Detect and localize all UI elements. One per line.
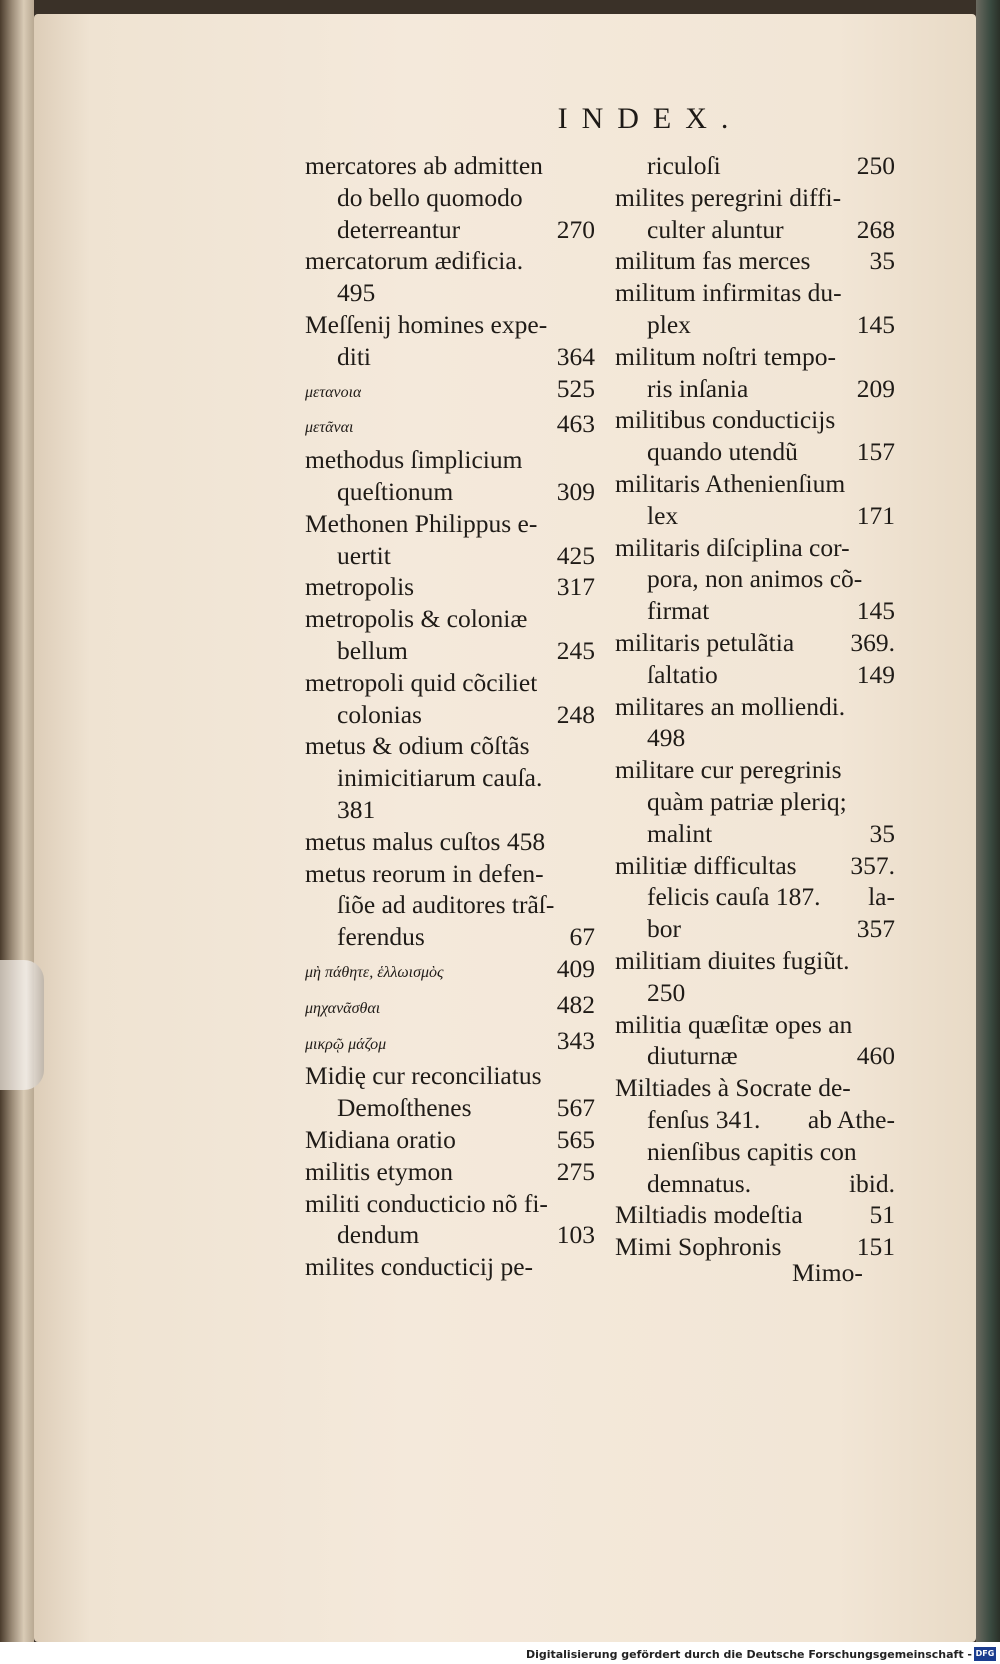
- entry-text: queſtionum: [337, 476, 454, 506]
- entry-text: militibus conducticijs: [615, 405, 836, 435]
- entry-text: Midię cur reconciliatus: [305, 1061, 542, 1091]
- entry-page-number: 103: [556, 1220, 595, 1250]
- entry-text: Miltiadis modeſtia: [615, 1200, 803, 1230]
- entry-text: quàm patriæ pleriq;: [647, 786, 847, 816]
- index-entry: [615, 754, 895, 786]
- footer-bar: [0, 1642, 1000, 1664]
- index-entry: [305, 1060, 595, 1092]
- entry-text: Miltiades à Socrate de-: [615, 1073, 851, 1103]
- entry-text: diuturnæ: [647, 1041, 738, 1071]
- index-entry: [615, 1040, 895, 1072]
- entry-page-number: 425: [556, 540, 595, 570]
- entry-page-number: la-: [868, 882, 895, 912]
- entry-text: μικρῷ μάζομ: [305, 1035, 387, 1053]
- entry-text: bellum: [337, 635, 408, 665]
- entry-text: Meſſenij homines expe-: [305, 309, 548, 339]
- index-entry: [615, 881, 895, 913]
- entry-text: fenſus 341.: [647, 1104, 761, 1134]
- entry-page-number: 369.: [850, 627, 895, 657]
- index-entry: [615, 818, 895, 850]
- entry-text: colonias: [337, 699, 422, 729]
- index-entry: [305, 245, 595, 277]
- index-entry: [305, 603, 595, 635]
- entry-text: metropolis & coloniæ: [305, 604, 528, 634]
- entry-text: deterreantur: [337, 214, 461, 244]
- index-entry: [305, 277, 595, 309]
- entry-page-number: 460: [856, 1041, 895, 1071]
- entry-text: μὴ πάθητε, ἑλλωισμὸς: [305, 963, 444, 981]
- entry-text: 498: [647, 723, 686, 753]
- index-entry: [305, 1219, 595, 1251]
- entry-text: milites peregrini diffi-: [615, 182, 842, 212]
- index-entry: [305, 635, 595, 667]
- entry-text: metus malus cuſtos 458: [305, 826, 546, 856]
- index-entry: [305, 508, 595, 540]
- entry-text: militiam diuites fugiũt.: [615, 945, 850, 975]
- index-entry: [615, 214, 895, 246]
- index-entry: [615, 532, 895, 564]
- index-entry: [305, 826, 595, 858]
- entry-text: 381: [337, 794, 376, 824]
- entry-text: 250: [647, 977, 686, 1007]
- dfg-logo-icon: DFG: [974, 1647, 996, 1661]
- entry-page-number: 250: [856, 151, 895, 180]
- index-entry: [615, 977, 895, 1009]
- index-entry: [305, 858, 595, 890]
- entry-page-number: 525: [556, 373, 595, 403]
- index-entry: [305, 408, 595, 444]
- entry-text: militum infirmitas du-: [615, 278, 842, 308]
- index-entry: [305, 953, 595, 989]
- index-entry: [615, 945, 895, 977]
- entry-text: pora, non animos cõ-: [647, 564, 863, 594]
- entry-text: lex: [647, 500, 679, 530]
- index-entry: [305, 762, 595, 794]
- entry-text: militum fas merces: [615, 246, 811, 276]
- index-entry: [305, 699, 595, 731]
- entry-page-number: 35: [869, 818, 895, 848]
- entry-page-number: 171: [856, 500, 895, 530]
- entry-text: mercatores ab admitten: [305, 151, 543, 180]
- entry-text: ferendus: [337, 922, 425, 952]
- entry-text: Midiana oratio: [305, 1124, 456, 1154]
- index-entry: [615, 500, 895, 532]
- index-entry: [305, 1124, 595, 1156]
- entry-page-number: 309: [556, 476, 595, 506]
- entry-page-number: 145: [856, 596, 895, 626]
- entry-text: μηχανᾶσθαι: [305, 999, 381, 1017]
- entry-page-number: 364: [556, 341, 595, 371]
- entry-page-number: 409: [556, 953, 595, 983]
- entry-text: μετανοια: [305, 383, 362, 401]
- entry-page-number: 149: [856, 659, 895, 689]
- book-edge-left: [0, 0, 34, 1664]
- entry-text: do bello quomodo: [337, 182, 523, 212]
- index-column-left: [305, 150, 595, 1283]
- entry-text: μετᾶναι: [305, 419, 354, 437]
- index-entry: [305, 150, 595, 182]
- entry-page-number: ab Athe-: [807, 1104, 895, 1134]
- entry-page-number: 275: [556, 1156, 595, 1186]
- index-entry: [615, 627, 895, 659]
- index-entry: [305, 730, 595, 762]
- index-entry: [305, 1025, 595, 1061]
- index-entry: [305, 1251, 595, 1283]
- index-entry: [305, 214, 595, 246]
- entry-text: militia quæſitæ opes an: [615, 1009, 853, 1039]
- index-entry: [305, 921, 595, 953]
- entry-page-number: 567: [556, 1093, 595, 1123]
- entry-page-number: 245: [556, 635, 595, 665]
- entry-text: ris inſania: [647, 373, 749, 403]
- index-entry: [305, 989, 595, 1025]
- entry-page-number: 145: [856, 309, 895, 339]
- entry-text: metropoli quid cõciliet: [305, 667, 538, 697]
- index-entry: [615, 1168, 895, 1200]
- entry-text: bor: [647, 914, 681, 944]
- entry-text: demnatus.: [647, 1168, 752, 1198]
- index-entry: [615, 245, 895, 277]
- entry-page-number: 67: [569, 922, 595, 952]
- entry-page-number: 151: [856, 1232, 895, 1262]
- index-entry: [305, 444, 595, 476]
- entry-text: quando utendũ: [647, 437, 798, 467]
- index-entry: [615, 1136, 895, 1168]
- entry-text: dendum: [337, 1220, 420, 1250]
- book-edge-right: [976, 0, 1000, 1664]
- entry-text: uertit: [337, 540, 391, 570]
- entry-text: militum noſtri tempo-: [615, 341, 836, 371]
- entry-text: militares an molliendi.: [615, 691, 846, 721]
- index-entry: [615, 659, 895, 691]
- index-entry: [615, 850, 895, 882]
- index-entry: [615, 341, 895, 373]
- entry-text: firmat: [647, 596, 710, 626]
- entry-text: Methonen Philippus e-: [305, 508, 538, 538]
- index-entry: [305, 794, 595, 826]
- entry-text: metropolis: [305, 572, 415, 602]
- entry-text: Mimi Sophronis: [615, 1232, 782, 1262]
- index-entry: [615, 563, 895, 595]
- index-entry: [615, 436, 895, 468]
- entry-text: mercatorum ædificia.: [305, 246, 524, 276]
- index-entry: [615, 1104, 895, 1136]
- entry-text: Demoſthenes: [337, 1093, 472, 1123]
- index-entry: [305, 667, 595, 699]
- entry-page-number: 157: [856, 437, 895, 467]
- running-head: INDEX.: [557, 102, 743, 135]
- entry-text: methodus ſimplicium: [305, 445, 523, 475]
- entry-page-number: 317: [556, 572, 595, 602]
- catchword: Mimo-: [792, 1258, 863, 1287]
- index-entry: [615, 404, 895, 436]
- index-entry: [305, 1156, 595, 1188]
- index-entry: [305, 182, 595, 214]
- index-entry: [305, 571, 595, 603]
- entry-text: ſaltatio: [647, 659, 718, 689]
- index-column-right: [615, 150, 895, 1263]
- entry-text: militaris petulãtia: [615, 627, 795, 657]
- entry-page-number: ibid.: [848, 1168, 895, 1198]
- entry-text: militaris diſciplina cor-: [615, 532, 850, 562]
- index-entry: [615, 1199, 895, 1231]
- entry-text: metus reorum in defen-: [305, 858, 544, 888]
- entry-text: militiæ difficultas: [615, 850, 797, 880]
- index-entry: [305, 540, 595, 572]
- entry-page-number: 209: [856, 373, 895, 403]
- entry-page-number: 51: [869, 1200, 895, 1230]
- index-entry: [305, 476, 595, 508]
- entry-text: militis etymon: [305, 1156, 454, 1186]
- entry-text: 495: [337, 278, 376, 308]
- entry-page-number: 565: [556, 1124, 595, 1154]
- entry-page-number: 270: [556, 214, 595, 244]
- index-entry: [615, 277, 895, 309]
- index-entry: [615, 468, 895, 500]
- index-entry: [305, 373, 595, 409]
- index-entry: [615, 373, 895, 405]
- index-entry: [305, 309, 595, 341]
- entry-page-number: 268: [856, 214, 895, 244]
- entry-text: milites conducticij pe-: [305, 1252, 534, 1282]
- entry-text: militi conducticio nõ fi-: [305, 1188, 548, 1218]
- entry-text: culter aluntur: [647, 214, 784, 244]
- entry-text: felicis cauſa 187.: [647, 882, 821, 912]
- index-entry: [615, 1072, 895, 1104]
- entry-text: riculoſi: [647, 151, 721, 180]
- index-entry: [615, 309, 895, 341]
- entry-text: plex: [647, 309, 691, 339]
- entry-page-number: 35: [869, 246, 895, 276]
- entry-page-number: 357: [856, 914, 895, 944]
- entry-text: militare cur peregrinis: [615, 755, 842, 785]
- entry-page-number: 248: [556, 699, 595, 729]
- entry-text: malint: [647, 818, 713, 848]
- entry-text: metus & odium cõſtãs: [305, 731, 530, 761]
- book-clasp: [0, 960, 44, 1090]
- index-entry: [615, 1009, 895, 1041]
- index-entry: [305, 341, 595, 373]
- entry-page-number: 463: [556, 409, 595, 439]
- index-entry: [305, 1092, 595, 1124]
- entry-text: nienſibus capitis con: [647, 1136, 857, 1166]
- index-entry: [615, 150, 895, 182]
- entry-page-number: 343: [556, 1025, 595, 1055]
- entry-page-number: 357.: [850, 850, 895, 880]
- footer-credit: Digitalisierung gefördert durch die Deutsche Forschungsgemeinschaft -: [525, 1648, 972, 1661]
- index-entry: [615, 182, 895, 214]
- index-entry: [615, 691, 895, 723]
- entry-text: militaris Athenienſium: [615, 468, 846, 498]
- index-entry: [615, 913, 895, 945]
- entry-text: ſiõe ad auditores trãſ-: [337, 890, 555, 920]
- index-entry: [615, 786, 895, 818]
- entry-text: inimicitiarum cauſa.: [337, 763, 543, 793]
- index-entry: [615, 722, 895, 754]
- index-entry: [305, 889, 595, 921]
- entry-text: diti: [337, 341, 372, 371]
- entry-page-number: 482: [556, 989, 595, 1019]
- index-entry: [305, 1188, 595, 1220]
- index-entry: [615, 595, 895, 627]
